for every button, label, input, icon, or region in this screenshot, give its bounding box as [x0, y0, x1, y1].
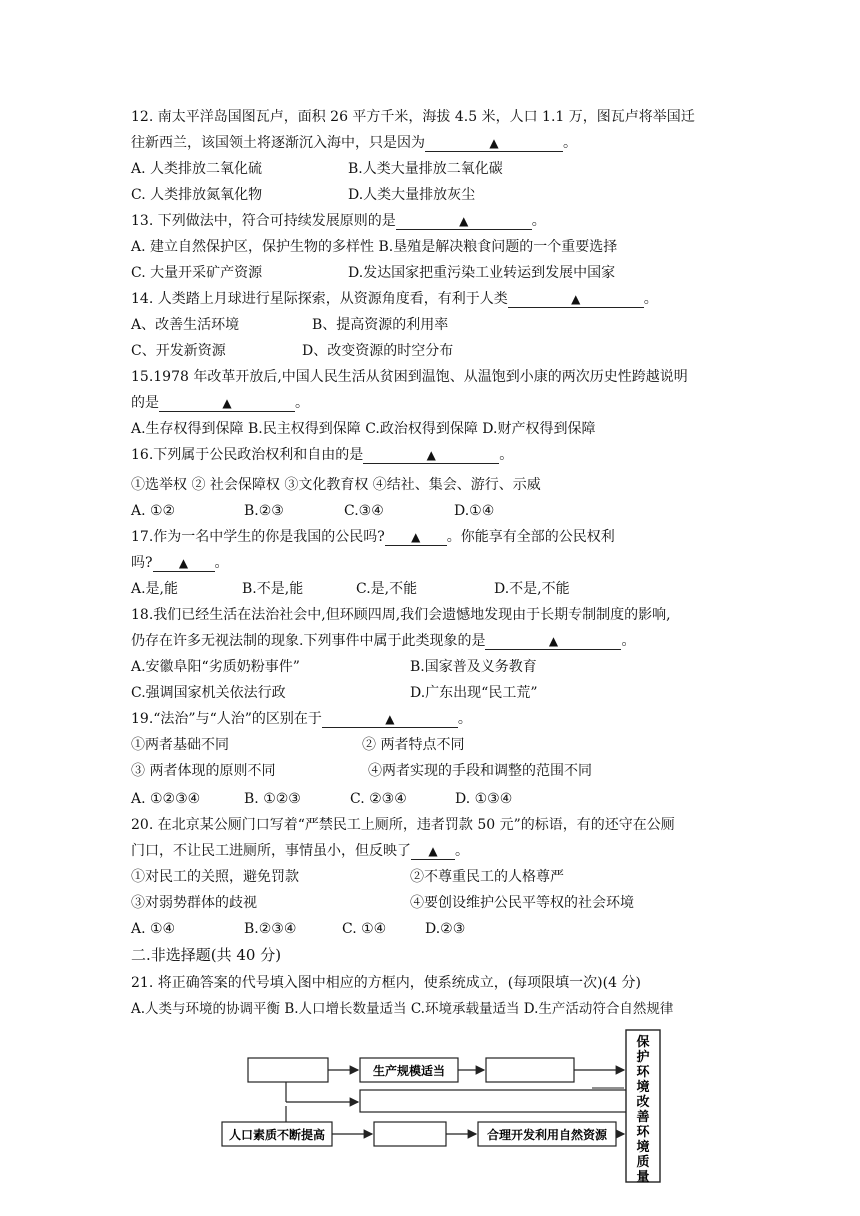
- q15-options: A.生存权得到保障 B.民主权得到保障 C.政治权得到保障 D.财产权得到保障: [131, 421, 596, 437]
- q16-option-d: D.①④: [454, 503, 495, 519]
- q20-option-a: A. ①④: [131, 921, 176, 937]
- q19-option-a: A. ①②③④: [131, 791, 201, 807]
- q12-option-c: C. 人类排放氮氧化物: [131, 187, 263, 203]
- answer-box-1[interactable]: [248, 1058, 328, 1082]
- q20-answer-blank[interactable]: [411, 843, 455, 860]
- q14-stem-text: 14. 人类踏上月球进行星际探索，从资源角度看，有利于人类: [131, 291, 508, 307]
- q17-option-b: B.不是,能: [242, 581, 304, 597]
- section-heading: 二.非选择题(共 40 分): [131, 946, 282, 964]
- q18-line1: 18.我们已经生活在法治社会中,但环顾四周,我们会遗憾地发现由于长期专制制度的影响,: [131, 607, 671, 623]
- q18-option-c: C.强调国家机关依法行政: [131, 685, 286, 701]
- goal-char: 质: [636, 1155, 650, 1170]
- q21-options: A.人类与环境的协调平衡 B.人口增长数量适当 C.环境承载量适当 D.生产活动符合自然规律: [131, 1001, 674, 1017]
- triangle-icon: ▲: [428, 844, 438, 858]
- q14-option-b: B、提高资源的利用率: [312, 317, 449, 333]
- q17-stem-cont: 。你能享有全部的公民权利: [446, 529, 615, 545]
- q18-answer-blank[interactable]: [485, 633, 621, 650]
- q13-option-c: C. 大量开采矿产资源: [131, 265, 263, 281]
- q13-stem-text: 13. 下列做法中，符合可持续发展原则的是: [131, 213, 396, 229]
- q20-item-4: ④要创设维护公民平等权的社会环境: [410, 895, 634, 911]
- q18-option-a: A.安徽阜阳“劣质奶粉事件”: [131, 659, 300, 675]
- q12-line1: 12. 南太平洋岛国图瓦卢，面积 26 平方千米，海拔 4.5 米，人口 1.1 万，图瓦卢将举国迁: [131, 109, 695, 125]
- punct: 。: [621, 633, 636, 649]
- q17-option-d: D.不是,不能: [494, 581, 570, 597]
- q16-stem-text: 16.下列属于公民政治权利和自由的是: [131, 447, 364, 463]
- punct: 。: [455, 843, 469, 859]
- goal-char: 环: [636, 1065, 650, 1080]
- triangle-icon: ▲: [426, 448, 436, 462]
- flow-diagram: [220, 1026, 680, 1186]
- q19-item-4: ④两者实现的手段和调整的范围不同: [368, 763, 592, 779]
- population-quality-label: 人口素质不断提高: [228, 1128, 326, 1142]
- q13-option-ab: A. 建立自然保护区，保护生物的多样性 B.垦殖是解决粮食问题的一个重要选择: [131, 239, 618, 255]
- punct: 。: [643, 291, 658, 307]
- triangle-icon: ▲: [459, 214, 469, 228]
- punct: 。: [531, 213, 546, 229]
- q18-option-d: D.广东出现“民工荒”: [410, 685, 538, 701]
- q16-answer-blank[interactable]: [363, 447, 499, 464]
- q18-option-b: B.国家普及义务教育: [410, 659, 537, 675]
- q14-stem: [131, 290, 658, 308]
- q19-answer-blank[interactable]: [322, 711, 458, 728]
- q20-option-c: C. ①④: [342, 921, 387, 937]
- q15-stem: 的是: [131, 395, 159, 411]
- q17-line1: [131, 528, 615, 546]
- q17-stem-end: 吗?: [131, 555, 153, 571]
- q18-line2: [131, 632, 635, 650]
- q20-line2: [131, 842, 469, 860]
- goal-char: 量: [636, 1170, 650, 1185]
- goal-char: 善: [636, 1110, 650, 1125]
- q19-item-3: ③ 两者体现的原则不同: [131, 763, 276, 779]
- q14-option-d: D、改变资源的时空分布: [302, 343, 454, 359]
- punct: 。: [563, 135, 577, 151]
- q21-stem: 21. 将正确答案的代号填入图中相应的方框内，使系统成立，(每项限填一次)(4 分): [131, 975, 641, 991]
- resource-use-label: 合理开发利用自然资源: [486, 1128, 608, 1142]
- triangle-icon: ▲: [411, 530, 421, 544]
- q17-answer-blank-1[interactable]: [385, 529, 447, 546]
- q16-option-a: A. ①②: [131, 503, 176, 519]
- q20-option-d: D.②③: [425, 921, 466, 937]
- q14-option-c: C、开发新资源: [131, 343, 226, 359]
- q19-stem: [131, 710, 472, 728]
- q17-answer-blank-2[interactable]: [153, 555, 215, 572]
- triangle-icon: ▲: [222, 396, 232, 410]
- q12-option-a: A. 人类排放二氧化硫: [131, 161, 263, 177]
- goal-char: 环: [636, 1125, 650, 1140]
- goal-char: 境: [636, 1080, 650, 1095]
- triangle-icon: ▲: [385, 712, 395, 726]
- q17-option-c: C.是,不能: [356, 581, 418, 597]
- q15-line2: [131, 394, 309, 412]
- triangle-icon: ▲: [178, 556, 189, 570]
- q16-stem: [131, 446, 513, 464]
- q17-stem: 17.作为一名中学生的你是我国的公民吗?: [131, 529, 385, 545]
- q12-line2: [131, 134, 577, 152]
- punct: 。: [499, 447, 514, 463]
- q20-stem: 门口，不让民工进厕所，事情虽小，但反映了: [131, 843, 411, 859]
- q20-line1: 20. 在北京某公厕门口写着“严禁民工上厕所，违者罚款 50 元”的标语，有的还守在公厕: [131, 817, 675, 833]
- goal-char: 保: [636, 1035, 650, 1050]
- goal-char: 护: [636, 1050, 650, 1065]
- q19-stem-text: 19.“法治”与“人治”的区别在于: [131, 711, 322, 727]
- goal-char: 境: [636, 1140, 650, 1155]
- q19-option-d: D. ①③④: [455, 791, 513, 807]
- triangle-icon: ▲: [571, 292, 581, 306]
- goal-char: 改: [636, 1095, 650, 1110]
- q13-answer-blank[interactable]: [396, 213, 532, 230]
- q15-line1: 15.1978 年改革开放后,中国人民生活从贫困到温饱、从温饱到小康的两次历史性跨越说明: [131, 369, 688, 385]
- q17-option-a: A.是,能: [131, 581, 179, 597]
- q18-stem: 仍存在许多无视法制的现象.下列事件中属于此类现象的是: [131, 633, 486, 649]
- q16-option-b: B.②③: [244, 503, 284, 519]
- punct: 。: [214, 555, 229, 571]
- q12-stem: 往新西兰，该国领土将逐渐沉入海中，只是因为: [131, 135, 425, 151]
- q19-item-1: ①两者基础不同: [131, 737, 229, 753]
- punct: 。: [457, 711, 472, 727]
- q17-line2: [131, 554, 229, 572]
- q12-option-b: B.人类大量排放二氧化碳: [348, 161, 503, 177]
- answer-box-3[interactable]: [360, 1090, 632, 1112]
- q20-item-1: ①对民工的关照，避免罚款: [131, 869, 299, 885]
- triangle-icon: ▲: [548, 634, 559, 648]
- q13-stem: [131, 212, 546, 230]
- q20-item-3: ③对弱势群体的歧视: [131, 895, 257, 911]
- q12-answer-blank[interactable]: [425, 135, 563, 152]
- q19-option-c: C. ②③④: [350, 791, 407, 807]
- q14-answer-blank[interactable]: [508, 291, 644, 308]
- q13-option-d: D.发达国家把重污染工业转运到发展中国家: [348, 265, 616, 281]
- q12-option-d: D.人类大量排放灰尘: [348, 187, 476, 203]
- answer-box-4[interactable]: [374, 1122, 446, 1146]
- q19-item-2: ② 两者特点不同: [362, 737, 465, 753]
- q16-option-c: C.③④: [344, 503, 384, 519]
- q20-item-2: ②不尊重民工的人格尊严: [410, 869, 564, 885]
- production-scale-label: 生产规模适当: [372, 1064, 446, 1078]
- triangle-icon: ▲: [489, 136, 499, 150]
- q20-option-b: B.②③④: [244, 921, 297, 937]
- q15-answer-blank[interactable]: [159, 395, 295, 412]
- answer-box-2[interactable]: [486, 1058, 574, 1082]
- q14-option-a: A、改善生活环境: [131, 317, 240, 333]
- punct: 。: [295, 395, 309, 411]
- q19-option-b: B. ①②③: [244, 791, 301, 807]
- q16-items: ①选举权 ② 社会保障权 ③文化教育权 ④结社、集会、游行、示威: [131, 477, 541, 493]
